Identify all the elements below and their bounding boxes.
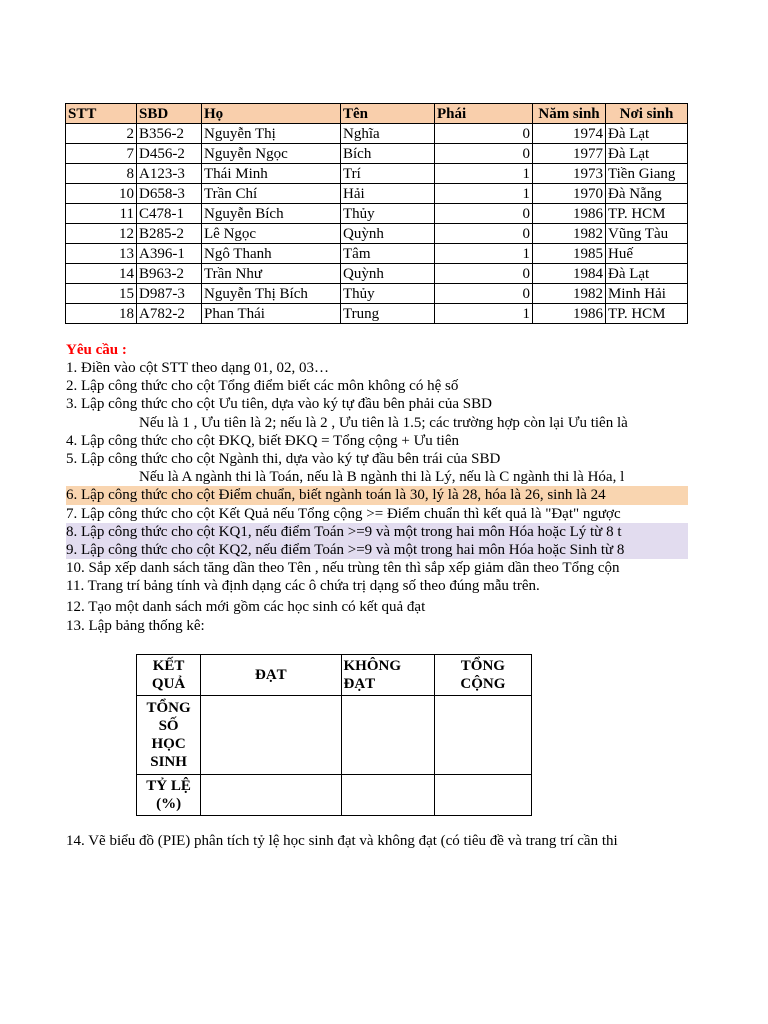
cell-noi-sinh[interactable]: Tiền Giang — [606, 164, 688, 184]
cell-nam-sinh[interactable]: 1982 — [533, 224, 606, 244]
requirement-line: 1. Điền vào cột STT theo dạng 01, 02, 03… — [66, 360, 330, 376]
stats-header-row — [137, 655, 532, 696]
cell-sbd[interactable]: D987-3 — [137, 284, 202, 304]
cell-ho[interactable]: Trần Như — [202, 264, 341, 284]
cell-sbd[interactable]: B285-2 — [137, 224, 202, 244]
header-sbd[interactable]: SBD — [137, 104, 202, 124]
cell-ho[interactable]: Nguyễn Ngọc — [202, 144, 341, 164]
table-row — [66, 244, 688, 264]
table-row — [66, 224, 688, 244]
cell-ho[interactable]: Thái Minh — [202, 164, 341, 184]
cell-sbd[interactable]: D456-2 — [137, 144, 202, 164]
cell-sbd[interactable]: D658-3 — [137, 184, 202, 204]
cell-phai[interactable]: 0 — [435, 284, 533, 304]
cell-noi-sinh[interactable]: Đà Lạt — [606, 144, 688, 164]
stats-header-dat[interactable]: ĐẠT — [201, 655, 341, 696]
cell-nam-sinh[interactable]: 1984 — [533, 264, 606, 284]
cell-phai[interactable]: 0 — [435, 204, 533, 224]
table-row — [66, 184, 688, 204]
table-row — [66, 204, 688, 224]
requirements-section — [66, 341, 768, 635]
requirements-title: Yêu cầu : — [66, 342, 127, 358]
cell-noi-sinh[interactable]: Minh Hải — [606, 284, 688, 304]
cell-stt[interactable]: 11 — [66, 204, 137, 224]
cell-nam-sinh[interactable]: 1986 — [533, 204, 606, 224]
stats-row-ratio — [137, 775, 532, 816]
requirement-line: 10. Sắp xếp danh sách tăng dần theo Tên , nếu trùng tên thì sắp xếp giảm dần theo Tổng cộn — [66, 560, 620, 577]
students-header-row — [66, 104, 688, 124]
cell-ho[interactable]: Nguyễn Thị Bích — [202, 284, 341, 304]
cell-noi-sinh[interactable]: Đà Lạt — [606, 124, 688, 144]
requirement-line: 3. Lập công thức cho cột Ưu tiên, dựa vào ký tự đầu bên phải của SBD — [66, 396, 492, 413]
cell-nam-sinh[interactable]: 1986 — [533, 304, 606, 324]
cell-noi-sinh[interactable]: TP. HCM — [606, 204, 688, 224]
cell-ho[interactable]: Lê Ngọc — [202, 224, 341, 244]
requirement-line: 4. Lập công thức cho cột ĐKQ, biết ĐKQ = Tổng cộng + Ưu tiên — [66, 432, 460, 449]
requirement-line: Nếu là A ngành thi là Toán, nếu là B ngành thi là Lý, nếu là C ngành thi là Hóa, l — [139, 469, 625, 486]
students-table — [65, 103, 688, 324]
cell-ten[interactable]: Hải — [341, 184, 435, 204]
cell-nam-sinh[interactable]: 1982 — [533, 284, 606, 304]
header-ho[interactable]: Họ — [202, 104, 341, 124]
cell-ho[interactable]: Trần Chí — [202, 184, 341, 204]
stats-label-ty-le[interactable]: TỶ LỆ (%) — [137, 775, 201, 816]
cell-sbd[interactable]: A123-3 — [137, 164, 202, 184]
cell-phai[interactable]: 0 — [435, 224, 533, 244]
table-row — [66, 284, 688, 304]
requirement-14: 14. Vẽ biểu đồ (PIE) phân tích tỷ lệ học sinh đạt và không đạt (có tiêu đề và trang trí cần thi — [66, 833, 618, 849]
stats-cell-ratio-dat[interactable] — [201, 775, 341, 816]
cell-ten[interactable]: Quỳnh — [341, 224, 435, 244]
table-row — [66, 164, 688, 184]
cell-ten[interactable]: Thủy — [341, 204, 435, 224]
requirement-line: 6. Lập công thức cho cột Điểm chuẩn, biết ngành toán là 30, lý là 28, hóa là 26, sinh là 24 — [66, 486, 688, 504]
cell-sbd[interactable]: B356-2 — [137, 124, 202, 144]
cell-ho[interactable]: Phan Thái — [202, 304, 341, 324]
requirement-line: 5. Lập công thức cho cột Ngành thi, dựa vào ký tự đầu bên trái của SBD — [66, 450, 501, 467]
stats-header-khong-dat[interactable]: KHÔNG ĐẠT — [341, 655, 434, 696]
cell-phai[interactable]: 0 — [435, 124, 533, 144]
cell-stt[interactable]: 12 — [66, 224, 137, 244]
cell-ten[interactable]: Thủy — [341, 284, 435, 304]
cell-ten[interactable]: Nghĩa — [341, 124, 435, 144]
requirements-list — [66, 359, 768, 635]
cell-stt[interactable]: 2 — [66, 124, 137, 144]
statistics-table — [136, 654, 532, 816]
requirement-line: Nếu là 1 , Ưu tiên là 2; nếu là 2 , Ưu tiên là 1.5; các trường hợp còn lại Ưu tiên là — [139, 414, 628, 431]
cell-ten[interactable]: Trung — [341, 304, 435, 324]
requirement-line: 13. Lập bảng thống kê: — [66, 617, 205, 634]
cell-nam-sinh[interactable]: 1977 — [533, 144, 606, 164]
cell-ho[interactable]: Nguyễn Bích — [202, 204, 341, 224]
stats-cell-ratio-tong-cong[interactable] — [434, 775, 531, 816]
students-body — [66, 124, 688, 324]
stats-cell-ratio-khong-dat[interactable] — [341, 775, 434, 816]
requirement-line: 11. Trang trí bảng tính và định dạng các ô chứa trị dạng số theo đúng mẫu trên. — [66, 578, 540, 595]
cell-phai[interactable]: 1 — [435, 184, 533, 204]
requirement-line: 12. Tạo một danh sách mới gồm các học sinh có kết quả đạt — [66, 599, 426, 616]
cell-nam-sinh[interactable]: 1985 — [533, 244, 606, 264]
requirement-line: 8. Lập công thức cho cột KQ1, nếu điểm Toán >=9 và một trong hai môn Hóa hoặc Lý từ 8 t — [66, 523, 688, 541]
header-nam-sinh[interactable]: Năm sinh — [533, 104, 606, 124]
cell-sbd[interactable]: C478-1 — [137, 204, 202, 224]
table-row — [66, 144, 688, 164]
stats-header-ket-qua[interactable]: KẾT QUẢ — [137, 655, 201, 696]
cell-noi-sinh[interactable]: Vũng Tàu — [606, 224, 688, 244]
cell-ten[interactable]: Bích — [341, 144, 435, 164]
header-phai[interactable]: Phái — [435, 104, 533, 124]
cell-ho[interactable]: Ngô Thanh — [202, 244, 341, 264]
stats-cell-total-khong-dat[interactable] — [341, 696, 434, 775]
stats-cell-total-dat[interactable] — [201, 696, 341, 775]
cell-nam-sinh[interactable]: 1973 — [533, 164, 606, 184]
cell-stt[interactable]: 7 — [66, 144, 137, 164]
cell-sbd[interactable]: B963-2 — [137, 264, 202, 284]
table-row — [66, 124, 688, 144]
cell-noi-sinh[interactable]: Huế — [606, 244, 688, 264]
cell-nam-sinh[interactable]: 1970 — [533, 184, 606, 204]
cell-noi-sinh[interactable]: Đà Lạt — [606, 264, 688, 284]
requirement-line: 7. Lập công thức cho cột Kết Quả nếu Tổng cộng >= Điểm chuẩn thì kết quả là "Đạt" ngược — [66, 505, 621, 522]
cell-stt[interactable]: 10 — [66, 184, 137, 204]
cell-nam-sinh[interactable]: 1974 — [533, 124, 606, 144]
cell-stt[interactable]: 15 — [66, 284, 137, 304]
cell-phai[interactable]: 0 — [435, 144, 533, 164]
table-row — [66, 264, 688, 284]
stats-cell-total-tong-cong[interactable] — [434, 696, 531, 775]
stats-header-tong-cong[interactable]: TỔNG CỘNG — [434, 655, 531, 696]
cell-phai[interactable]: 1 — [435, 164, 533, 184]
cell-sbd[interactable]: A396-1 — [137, 244, 202, 264]
requirement-line: 9. Lập công thức cho cột KQ2, nếu điểm Toán >=9 và một trong hai môn Hóa hoặc Sinh từ 8 — [66, 541, 688, 559]
cell-ten[interactable]: Quỳnh — [341, 264, 435, 284]
cell-noi-sinh[interactable]: TP. HCM — [606, 304, 688, 324]
cell-stt[interactable]: 8 — [66, 164, 137, 184]
cell-stt[interactable]: 14 — [66, 264, 137, 284]
cell-ten[interactable]: Trí — [341, 164, 435, 184]
cell-phai[interactable]: 0 — [435, 264, 533, 284]
stats-row-total-students — [137, 696, 532, 775]
cell-stt[interactable]: 13 — [66, 244, 137, 264]
table-row — [66, 304, 688, 324]
cell-sbd[interactable]: A782-2 — [137, 304, 202, 324]
stats-label-tong-so-hoc-sinh[interactable]: TỔNG SỐ HỌC SINH — [137, 696, 201, 775]
cell-noi-sinh[interactable]: Đà Nẵng — [606, 184, 688, 204]
cell-phai[interactable]: 1 — [435, 304, 533, 324]
cell-phai[interactable]: 1 — [435, 244, 533, 264]
cell-ho[interactable]: Nguyễn Thị — [202, 124, 341, 144]
cell-stt[interactable]: 18 — [66, 304, 137, 324]
header-stt[interactable]: STT — [66, 104, 137, 124]
requirement-line: 2. Lập công thức cho cột Tổng điểm biết các môn không có hệ số — [66, 378, 459, 395]
header-ten[interactable]: Tên — [341, 104, 435, 124]
header-noi-sinh[interactable]: Nơi sinh — [606, 104, 688, 124]
cell-ten[interactable]: Tâm — [341, 244, 435, 264]
